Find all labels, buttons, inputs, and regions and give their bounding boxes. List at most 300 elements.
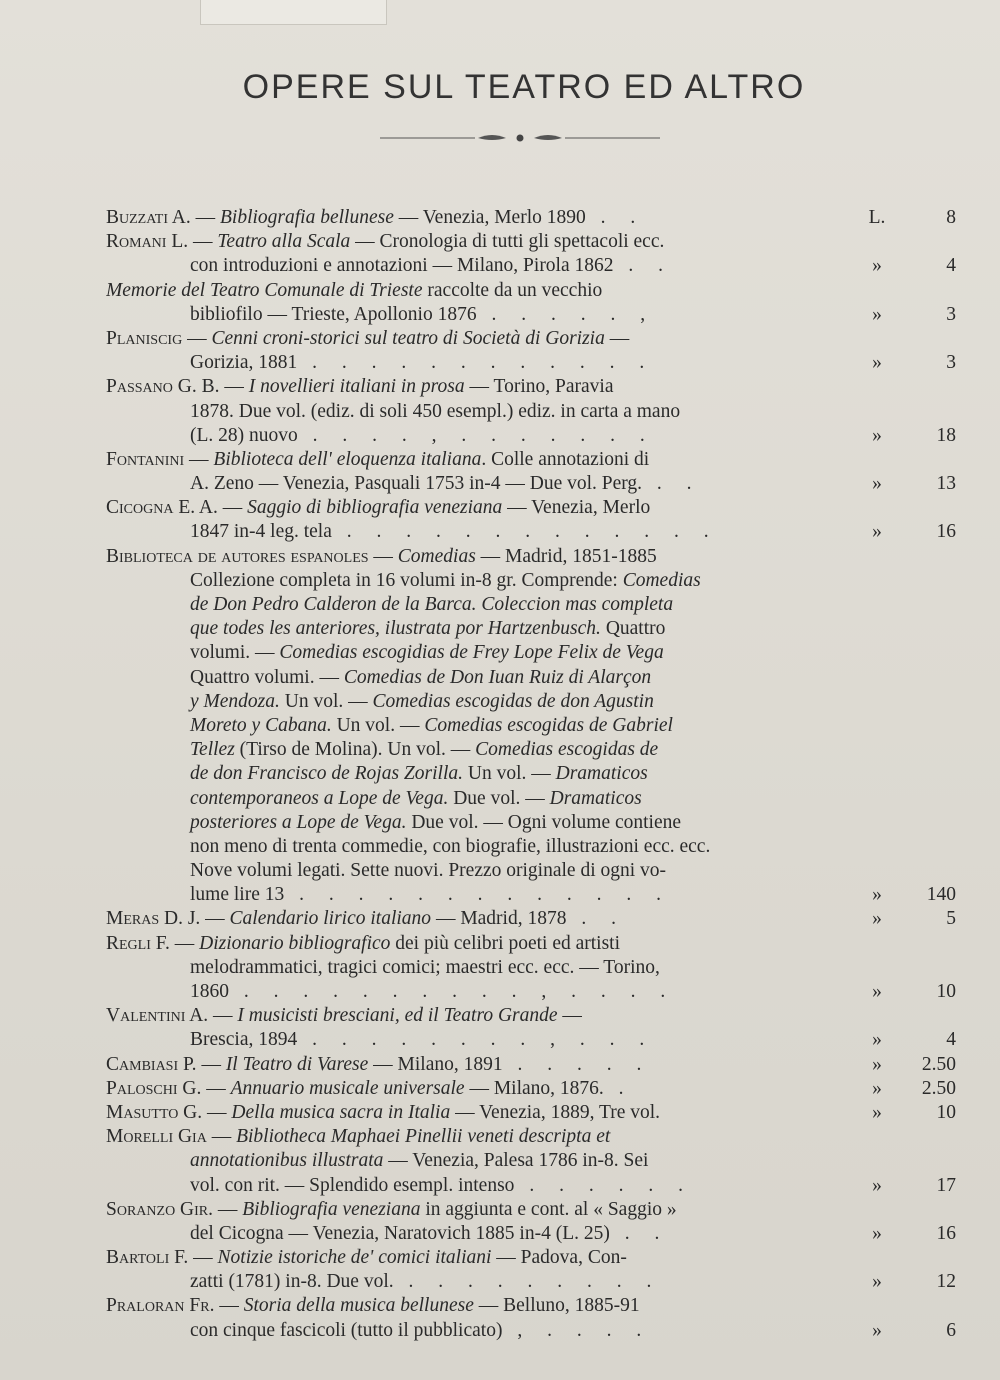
entry-text: (Tirso de Molina). Un vol. —: [234, 739, 476, 761]
entry-line: [106, 230, 956, 254]
entry-line-text: [106, 351, 848, 375]
entry-text: Un vol. —: [462, 763, 556, 785]
entry-line: [106, 1149, 956, 1173]
entry-text: 1847 in-4 leg. tela: [190, 521, 332, 543]
leader-dots: . .: [585, 207, 646, 228]
entry-text: Nove volumi legati. Sette nuovi. Prezzo originale di ogni vo-: [190, 860, 667, 882]
entry-line-text: [106, 327, 848, 351]
entry-title-italic: Comedias escogidias de Frey Lope Felix de Vega: [279, 642, 664, 664]
entry-title-italic: Memorie del Teatro Comunale di Trieste: [106, 279, 423, 301]
entry-text: — Madrid, 1851-1885: [475, 545, 657, 567]
price: [906, 1125, 956, 1149]
entry-text: — Madrid, 1878: [431, 908, 567, 930]
currency-mark: »: [872, 981, 882, 1002]
entry-text: — Milano, 1876.: [464, 1077, 604, 1099]
entry-line-text: [106, 738, 848, 762]
price: [906, 787, 956, 811]
entry-author: Cicogna E. A.: [106, 497, 218, 519]
entry-line-text: [106, 714, 848, 738]
price: [906, 496, 956, 520]
leader-dots: . . . . . . . . . . . . .: [284, 884, 671, 906]
entry-title-italic: de don Francisco de Rojas Zorilla.: [190, 763, 463, 785]
entry-title-italic: Comedias escogidas de don Agustin: [372, 690, 654, 712]
currency-mark: »: [872, 1222, 882, 1244]
entry-text: A. Zeno — Venezia, Pasquali 1753 in-4 — Due vol. Perg.: [190, 473, 643, 495]
price: 10: [936, 1101, 956, 1123]
entry-line: [106, 254, 956, 278]
price: [906, 762, 956, 786]
leader-dots: . .: [609, 1222, 670, 1244]
entry-line-text: [106, 206, 848, 230]
entry-line-text: [106, 811, 848, 835]
price: 13: [936, 473, 956, 495]
entry-line: [106, 1053, 956, 1077]
entry-line: [106, 617, 956, 641]
price: [906, 1149, 956, 1173]
entry-title-italic: que todes les anteriores, ilustrata por Hartzenbusch.: [190, 618, 601, 640]
price: [906, 666, 956, 690]
price: [906, 1004, 956, 1028]
entry-line-text: [106, 835, 848, 859]
price: 140: [926, 884, 956, 906]
entry-line-text: [106, 1294, 848, 1318]
price: 2.50: [921, 1053, 956, 1075]
leader-dots: . .: [642, 473, 702, 495]
entry-text: vol. con rit. — Splendido esempl. intenso: [190, 1174, 515, 1196]
entry-author: Meras D. J.: [106, 908, 201, 930]
price: [906, 932, 956, 956]
entry-line-text: [106, 303, 848, 327]
currency-mark: [848, 617, 906, 641]
entry-text: dei più celibri poeti ed artisti: [390, 932, 621, 954]
entry-line-text: [106, 1270, 848, 1294]
entry-line-text: [106, 956, 848, 980]
entry-line-text: [106, 787, 848, 811]
entry-text: Quattro volumi. —: [190, 666, 344, 688]
entry-line: [106, 883, 956, 907]
currency-mark: [848, 859, 906, 883]
currency-mark: [848, 279, 906, 303]
entry-text: —: [557, 1005, 582, 1027]
leader-dots: . . . . . . . . . . , . . . .: [229, 981, 676, 1002]
entry-text: —: [213, 1198, 243, 1220]
currency-mark: [848, 641, 906, 665]
entry-line: [106, 1270, 956, 1294]
currency-mark: [848, 932, 906, 956]
entry-line-text: [106, 424, 848, 448]
entry-title-italic: Bibliotheca Maphaei Pinellii veneti descripta et: [236, 1126, 611, 1148]
entry-line: [106, 400, 956, 424]
price: 17: [936, 1174, 956, 1196]
catalogue-entry: [106, 1198, 956, 1246]
entry-title-italic: Biblioteca dell' eloquenza italiana: [213, 448, 482, 470]
currency-mark: »: [872, 1101, 882, 1123]
price: 4: [946, 255, 956, 277]
catalogue-list: [106, 206, 956, 1343]
entry-line: [106, 1028, 956, 1052]
price: [906, 811, 956, 835]
currency-mark: »: [872, 473, 882, 495]
entry-line-text: [106, 230, 848, 254]
price: 3: [946, 303, 956, 325]
entry-line: [106, 448, 956, 472]
entry-author: Soranzo Gir.: [106, 1198, 214, 1220]
price: 18: [936, 424, 956, 446]
entry-line-text: [106, 496, 848, 520]
catalogue-entry: [106, 932, 956, 1005]
entry-line-text: [106, 1004, 848, 1028]
entry-author: Praloran Fr.: [106, 1295, 215, 1317]
entry-line: [106, 641, 956, 665]
price: [906, 327, 956, 351]
entry-line-text: [106, 1149, 848, 1173]
entry-line-text: [106, 400, 848, 424]
entry-title-italic: Notizie istoriche de' comici italiani: [217, 1247, 492, 1269]
catalogue-entry: [106, 907, 956, 931]
currency-mark: [848, 1294, 906, 1318]
entry-text: bibliofilo — Trieste, Apollonio 1876: [190, 303, 477, 325]
price: 10: [936, 981, 956, 1002]
leader-dots: . .: [613, 255, 674, 277]
price: [906, 690, 956, 714]
entry-line-text: [106, 375, 848, 399]
currency-mark: [848, 787, 906, 811]
currency-mark: »: [872, 521, 882, 543]
entry-text: raccolte da un vecchio: [422, 279, 603, 301]
leader-dots: . . . . . . . . . . . . .: [331, 521, 719, 543]
entry-author: Romani L.: [106, 231, 189, 253]
entry-author: Biblioteca de autores espanoles: [106, 545, 369, 567]
price: [906, 448, 956, 472]
paper-tab: [200, 0, 387, 25]
entry-line-text: [106, 690, 848, 714]
currency-mark: [848, 811, 906, 835]
price: [906, 859, 956, 883]
entry-title-italic: y Mendoza.: [190, 690, 280, 712]
entry-text: — Venezia, 1889, Tre vol.: [450, 1101, 661, 1123]
price: [906, 714, 956, 738]
currency-mark: »: [872, 908, 882, 930]
entry-title-italic: Calendario lirico italiano: [229, 908, 432, 930]
entry-author: Bartoli F.: [106, 1247, 189, 1269]
price: [906, 617, 956, 641]
entry-author: Masutto G.: [106, 1101, 203, 1123]
currency-mark: »: [872, 352, 882, 374]
entry-line: [106, 907, 956, 931]
entry-title-italic: Della musica sacra in Italia: [231, 1101, 451, 1123]
entry-text: —: [201, 1077, 231, 1099]
entry-line: [106, 1319, 956, 1343]
catalogue-entry: [106, 206, 956, 230]
catalogue-entry: [106, 1077, 956, 1101]
currency-mark: »: [872, 303, 882, 325]
entry-title-italic: Il Teatro di Varese: [225, 1053, 369, 1075]
entry-line-text: [106, 762, 848, 786]
entry-text: —: [206, 1126, 237, 1148]
currency-mark: »: [872, 1077, 882, 1099]
entry-line-text: [106, 520, 848, 544]
price: [906, 375, 956, 399]
catalogue-entry: [106, 1053, 956, 1077]
entry-line: [106, 811, 956, 835]
entry-title-italic: Annuario musicale universale: [230, 1077, 465, 1099]
leader-dots: . . . . , . . . . . . .: [297, 424, 655, 446]
price: [906, 1198, 956, 1222]
entry-text: —: [202, 1101, 232, 1123]
entry-line: [106, 520, 956, 544]
entry-line: [106, 303, 956, 327]
entry-text: — Torino, Paravia: [464, 376, 614, 398]
entry-line-text: [106, 883, 848, 907]
currency-mark: [848, 956, 906, 980]
entry-line: [106, 327, 956, 351]
currency-mark: [848, 714, 906, 738]
entry-line: [106, 738, 956, 762]
entry-line: [106, 1222, 956, 1246]
entry-line-text: [106, 907, 848, 931]
entry-author: Buzzati A.: [106, 207, 191, 228]
entry-text: —: [217, 497, 248, 519]
entry-text: — Belluno, 1885-91: [473, 1295, 640, 1317]
entry-title-italic: posteriores a Lope de Vega.: [190, 811, 407, 833]
entry-text: — Cronologia di tutti gli spettacoli ecc.: [350, 231, 665, 253]
currency-mark: [848, 835, 906, 859]
entry-text: non meno di trenta commedie, con biografie, illustrazioni ecc. ecc.: [190, 835, 711, 857]
entry-line: [106, 351, 956, 375]
currency-mark: »: [872, 1053, 882, 1075]
leader-dots: . . . . . .: [514, 1174, 693, 1196]
entry-line: [106, 1294, 956, 1318]
leader-dots: . . . . . . . . , . . .: [297, 1029, 655, 1051]
entry-line: [106, 1004, 956, 1028]
currency-mark: [848, 327, 906, 351]
entry-text: con introduzioni e annotazioni — Milano, Pirola 1862: [190, 255, 614, 277]
entry-text: Un vol. —: [279, 690, 373, 712]
entry-line: [106, 859, 956, 883]
price: [906, 230, 956, 254]
leader-dots: , . . . .: [502, 1319, 652, 1341]
entry-author: Regli F.: [106, 932, 170, 954]
price: 3: [946, 352, 956, 374]
entry-text: volumi. —: [190, 642, 280, 664]
entry-title-italic: Tellez: [190, 739, 235, 761]
entry-line: [106, 787, 956, 811]
entry-line-text: [106, 666, 848, 690]
catalogue-entry: [106, 545, 956, 908]
price: 12: [936, 1271, 956, 1293]
entry-text: — Milano, 1891: [368, 1053, 503, 1075]
entry-line: [106, 956, 956, 980]
entry-title-italic: I musicisti bresciani, ed il Teatro Grande: [237, 1005, 558, 1027]
entry-line: [106, 545, 956, 569]
entry-title-italic: Saggio di bibliografia veneziana: [247, 497, 503, 519]
entry-text: con cinque fascicoli (tutto il pubblicato): [190, 1319, 503, 1341]
entry-line: [106, 1101, 956, 1125]
price: [906, 1246, 956, 1270]
entry-title-italic: contemporaneos a Lope de Vega.: [190, 787, 449, 809]
currency-mark: [848, 496, 906, 520]
entry-title-italic: Comedias escogidas de Gabriel: [424, 714, 673, 736]
entry-title-italic: Bibliografia veneziana: [242, 1198, 421, 1220]
catalogue-entry: [106, 1246, 956, 1294]
entry-text: melodrammatici, tragici comici; maestri ecc. ecc. — Torino,: [190, 956, 660, 978]
entry-text: —: [604, 327, 630, 349]
entry-author: Paloschi G.: [106, 1077, 202, 1099]
currency-mark: [848, 375, 906, 399]
entry-line-text: [106, 1077, 848, 1101]
entry-title-italic: Teatro alla Scala: [217, 231, 351, 253]
price: [906, 569, 956, 593]
entry-author: Valentini A.: [106, 1005, 209, 1027]
entry-text: —: [208, 1005, 238, 1027]
catalogue-entry: [106, 1004, 956, 1052]
price: 16: [936, 1222, 956, 1244]
entry-text: del Cicogna — Venezia, Naratovich 1885 in-4 (L. 25): [190, 1222, 610, 1244]
entry-title-italic: I novellieri italiani in prosa: [248, 376, 465, 398]
price: 5: [946, 908, 956, 930]
price: [906, 956, 956, 980]
price: 16: [936, 521, 956, 543]
entry-line: [106, 1198, 956, 1222]
entry-text: —: [214, 1295, 244, 1317]
leader-dots: . . . . . ,: [476, 303, 656, 325]
entry-line-text: [106, 1174, 848, 1198]
price: [906, 1294, 956, 1318]
entry-line-text: [106, 1222, 848, 1246]
entry-line-text: [106, 859, 848, 883]
entry-line: [106, 375, 956, 399]
entry-text: Due vol. —: [448, 787, 550, 809]
entry-line-text: [106, 1198, 848, 1222]
entry-line-text: [106, 1028, 848, 1052]
price: [906, 545, 956, 569]
entry-line: [106, 424, 956, 448]
entry-text: —: [182, 327, 212, 349]
currency-mark: [848, 1246, 906, 1270]
price: [906, 279, 956, 303]
currency-mark: [848, 1004, 906, 1028]
entry-title-italic: Cenni croni-storici sul teatro di Società di Gorizia: [211, 327, 605, 349]
price: 2.50: [921, 1077, 956, 1099]
currency-mark: [848, 1125, 906, 1149]
entry-title-italic: Comedias: [397, 545, 476, 567]
entry-line: [106, 496, 956, 520]
entry-text: — Padova, Con-: [491, 1247, 627, 1269]
entry-line-text: [106, 593, 848, 617]
entry-text: —: [169, 932, 200, 954]
entry-text: —: [200, 908, 230, 930]
entry-title-italic: Dizionario bibliografico: [199, 932, 391, 954]
entry-line-text: [106, 1246, 848, 1270]
entry-text: Due vol. — Ogni volume contiene: [406, 811, 682, 833]
entry-text: —: [190, 207, 220, 228]
catalogue-entry: [106, 279, 956, 327]
catalogue-entry: [106, 1294, 956, 1342]
entry-text: —: [188, 231, 218, 253]
ornament-divider-icon: [380, 130, 660, 146]
entry-line: [106, 666, 956, 690]
currency-mark: [848, 690, 906, 714]
entry-text: —: [196, 1053, 226, 1075]
entry-line: [106, 279, 956, 303]
currency-mark: [848, 230, 906, 254]
price: [906, 738, 956, 762]
leader-dots: . . . . .: [502, 1053, 652, 1075]
entry-line-text: [106, 569, 848, 593]
entry-text: 1878. Due vol. (ediz. di soli 450 esempl.) ediz. in carta a mano: [190, 400, 681, 422]
entry-line-text: [106, 1053, 848, 1077]
currency-mark: [848, 762, 906, 786]
currency-mark: »: [872, 1271, 882, 1293]
entry-author: Fontanini: [106, 448, 185, 470]
catalogue-entry: [106, 327, 956, 375]
entry-author: Passano G. B.: [106, 376, 220, 398]
entry-line: [106, 714, 956, 738]
leader-dots: . . . . . . . . . . . .: [297, 352, 655, 374]
price: [906, 641, 956, 665]
currency-mark: [848, 738, 906, 762]
price: [906, 835, 956, 859]
entry-line: [106, 690, 956, 714]
currency-mark: [848, 1149, 906, 1173]
entry-line-text: [106, 1125, 848, 1149]
catalogue-entry: [106, 375, 956, 448]
entry-line-text: [106, 1101, 848, 1125]
currency-mark: [848, 545, 906, 569]
entry-line-text: [106, 545, 848, 569]
entry-title-italic: Comedias: [622, 569, 701, 591]
entry-line-text: [106, 932, 848, 956]
entry-text: —: [184, 448, 214, 470]
entry-text: . Colle annotazioni di: [481, 448, 650, 470]
entry-line: [106, 1077, 956, 1101]
leader-dots: . .: [566, 908, 626, 930]
entry-title-italic: annotationibus illustrata: [190, 1150, 384, 1172]
entry-line: [106, 472, 956, 496]
entry-line: [106, 762, 956, 786]
currency-mark: »: [872, 1029, 882, 1051]
entry-title-italic: Moreto y Cabana.: [190, 714, 332, 736]
entry-line: [106, 569, 956, 593]
catalogue-entry: [106, 496, 956, 544]
entry-line-text: [106, 980, 848, 1004]
catalogue-entry: [106, 1125, 956, 1198]
entry-text: lume lire 13: [190, 884, 285, 906]
price: 8: [946, 207, 956, 228]
entry-text: —: [219, 376, 249, 398]
entry-text: — Venezia, Merlo: [502, 497, 651, 519]
entry-line-text: [106, 1319, 848, 1343]
entry-line-text: [106, 641, 848, 665]
currency-mark: »: [872, 1319, 882, 1341]
entry-line: [106, 1174, 956, 1198]
price: [906, 400, 956, 424]
entry-title-italic: Dramaticos: [555, 763, 648, 785]
catalogue-entry: [106, 230, 956, 278]
entry-text: 1860: [190, 981, 229, 1002]
entry-text: —: [188, 1247, 218, 1269]
entry-title-italic: de Don Pedro Calderon de la Barca. Coleccion mas completa: [190, 594, 674, 615]
entry-text: zatti (1781) in-8. Due vol.: [190, 1271, 394, 1293]
entry-title-italic: Bibliografia bellunese: [220, 207, 394, 228]
entry-text: in aggiunta e cont. al « Saggio »: [420, 1198, 677, 1220]
currency-mark: »: [872, 255, 882, 277]
currency-mark: [848, 569, 906, 593]
entry-line-text: [106, 472, 848, 496]
entry-title-italic: Storia della musica bellunese: [243, 1295, 474, 1317]
price: [906, 593, 956, 617]
entry-text: — Venezia, Merlo 1890: [393, 207, 586, 228]
